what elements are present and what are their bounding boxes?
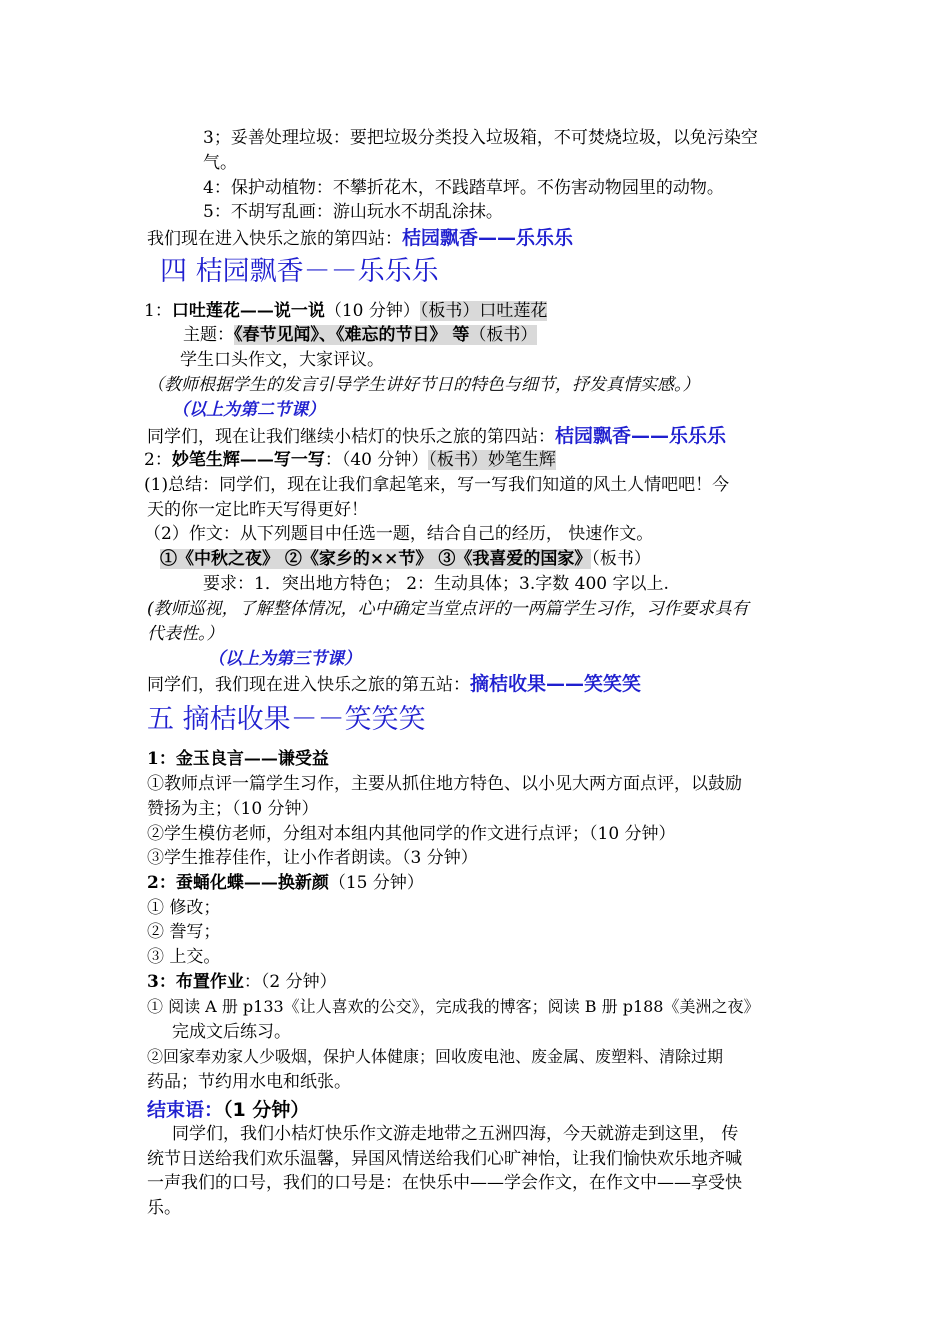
topic-options [160,547,651,571]
text-span: 1： [147,749,176,769]
text-line: 同学们，我们小桔灯快乐作文游走地带之五洲四海，今天就游走到这里， 传 [172,1124,739,1144]
closing-duration: （1 分钟） [223,1099,310,1121]
board-note: （板书）口吐莲花 [419,301,548,321]
text-line [144,299,547,323]
text-line: ①教师点评一篇学生习作，主要从抓住地方特色、以小见大两方面点评，以鼓励 [147,774,742,794]
station-title: 桔园飘香——乐乐乐 [555,425,727,447]
board-note: （板书） [591,549,651,569]
text-line: (1)总结：同学们，现在让我们拿起笔来，写一写我们知道的风土人情吧吧！今 [144,475,730,495]
text-line: 学生口头作文，大家评议。 [180,350,384,370]
text-line: ②学生模仿老师，分组对本组内其他同学的作文进行点评；（10 分钟） [147,824,676,844]
text-span: ：（40 分钟） [324,450,429,470]
text-line [147,747,329,771]
text-line [144,448,556,472]
text-line: ② 誊写； [147,922,221,942]
text-line: 药品；节约用水电和纸张。 [147,1072,351,1092]
lesson-marker: （以上为第三节课） [208,649,361,669]
text-line: ③学生推荐佳作，让小作者朗读。（3 分钟） [147,848,478,868]
text-line: ① 阅读 A 册 p133《让人喜欢的公交》，完成我的博客；阅读 B 册 p188《美洲之夜》 [147,997,760,1016]
text-span: ：（2 分钟） [243,972,337,992]
activity-title: 妙笔生辉——写一写 [171,450,325,470]
text-line: 赞扬为主；（10 分钟） [147,799,319,819]
text-span: 同学们，现在让我们继续小桔灯的快乐之旅的第四站： [147,427,555,447]
text-line [147,970,337,994]
transition-line [147,226,573,251]
transition-line [147,672,641,697]
text-line: 天的你一定比昨天写得更好！ [147,500,368,520]
text-span: 2： [147,873,176,893]
text-line: 3；妥善处理垃圾：要把垃圾分类投入垃圾箱，不可焚烧垃圾，以免污染空 [203,128,758,148]
lesson-marker: （以上为第二节课） [172,400,325,420]
section-heading-4: 四 桔园飘香－－乐乐乐 [160,256,439,287]
text-line: ③ 上交。 [147,947,221,967]
text-line [183,323,537,347]
text-span: 我们现在进入快乐之旅的第四站： [147,229,402,249]
text-line: 4：保护动植物：不攀折花木，不践踏草坪。不伤害动物园里的动物。 [203,178,724,198]
text-span: 主题： [183,325,234,345]
board-note: （板书） [469,325,538,345]
board-note: （板书）妙笔生辉 [428,450,556,470]
text-span: 1： [144,301,172,321]
text-line: 统节日送给我们欢乐温馨，异国风情送给我们心旷神怡，让我们愉快欢乐地齐喊 [147,1149,742,1169]
activity-title: 口吐莲花——说一说 [171,301,325,321]
text-line [147,871,424,895]
activity-title: 布置作业 [175,972,244,992]
station-title: 桔园飘香——乐乐乐 [402,227,574,249]
activity-title: 金玉良言——谦受益 [175,749,329,769]
text-line: 乐。 [147,1198,181,1218]
transition-line [147,424,726,449]
topic-list: ①《中秋之夜》 ②《家乡的××节》 ③《我喜爱的国家》 [160,549,592,569]
text-line: 5：不胡写乱画：游山玩水不胡乱涂抹。 [203,202,503,222]
text-span: 2： [144,450,172,470]
text-line: ②回家奉劝家人少吸烟，保护人体健康；回收废电池、废金属、废塑料、清除过期 [147,1047,724,1066]
text-line: 气。 [203,153,237,173]
teacher-note: （教师根据学生的发言引导学生讲好节日的特色与细节，抒发真情实感。） [147,375,700,395]
text-span: （15 分钟） [328,873,424,893]
teacher-note: (教师巡视，了解整体情况，心中确定当堂点评的一两篇学生习作，习作要求具有 [147,599,749,619]
topic-titles: 《春节见闻》、《难忘的节日》 等 [234,325,470,345]
text-span: （10 分钟） [324,301,420,321]
text-span: 同学们，我们现在进入快乐之旅的第五站： [147,675,470,695]
text-line: （2）作文：从下列题目中任选一题，结合自己的经历， 快速作文。 [144,524,654,544]
section-heading-5: 五 摘桔收果－－笑笑笑 [147,704,426,735]
text-line: 一声我们的口号，我们的口号是：在快乐中——学会作文，在作文中——享受快 [147,1173,742,1193]
teacher-note: 代表性。） [147,624,224,644]
closing-label: 结束语： [147,1099,224,1121]
station-title: 摘桔收果——笑笑笑 [470,673,642,695]
text-line: ① 修改； [147,898,221,918]
closing-heading [147,1096,309,1125]
text-line: 要求：1．突出地方特色； 2：生动具体；3.字数 400 字以上. [203,574,669,594]
text-span: 3： [147,972,176,992]
text-line: 完成文后练习。 [172,1022,291,1042]
activity-title: 蚕蛹化蝶——换新颜 [175,873,329,893]
